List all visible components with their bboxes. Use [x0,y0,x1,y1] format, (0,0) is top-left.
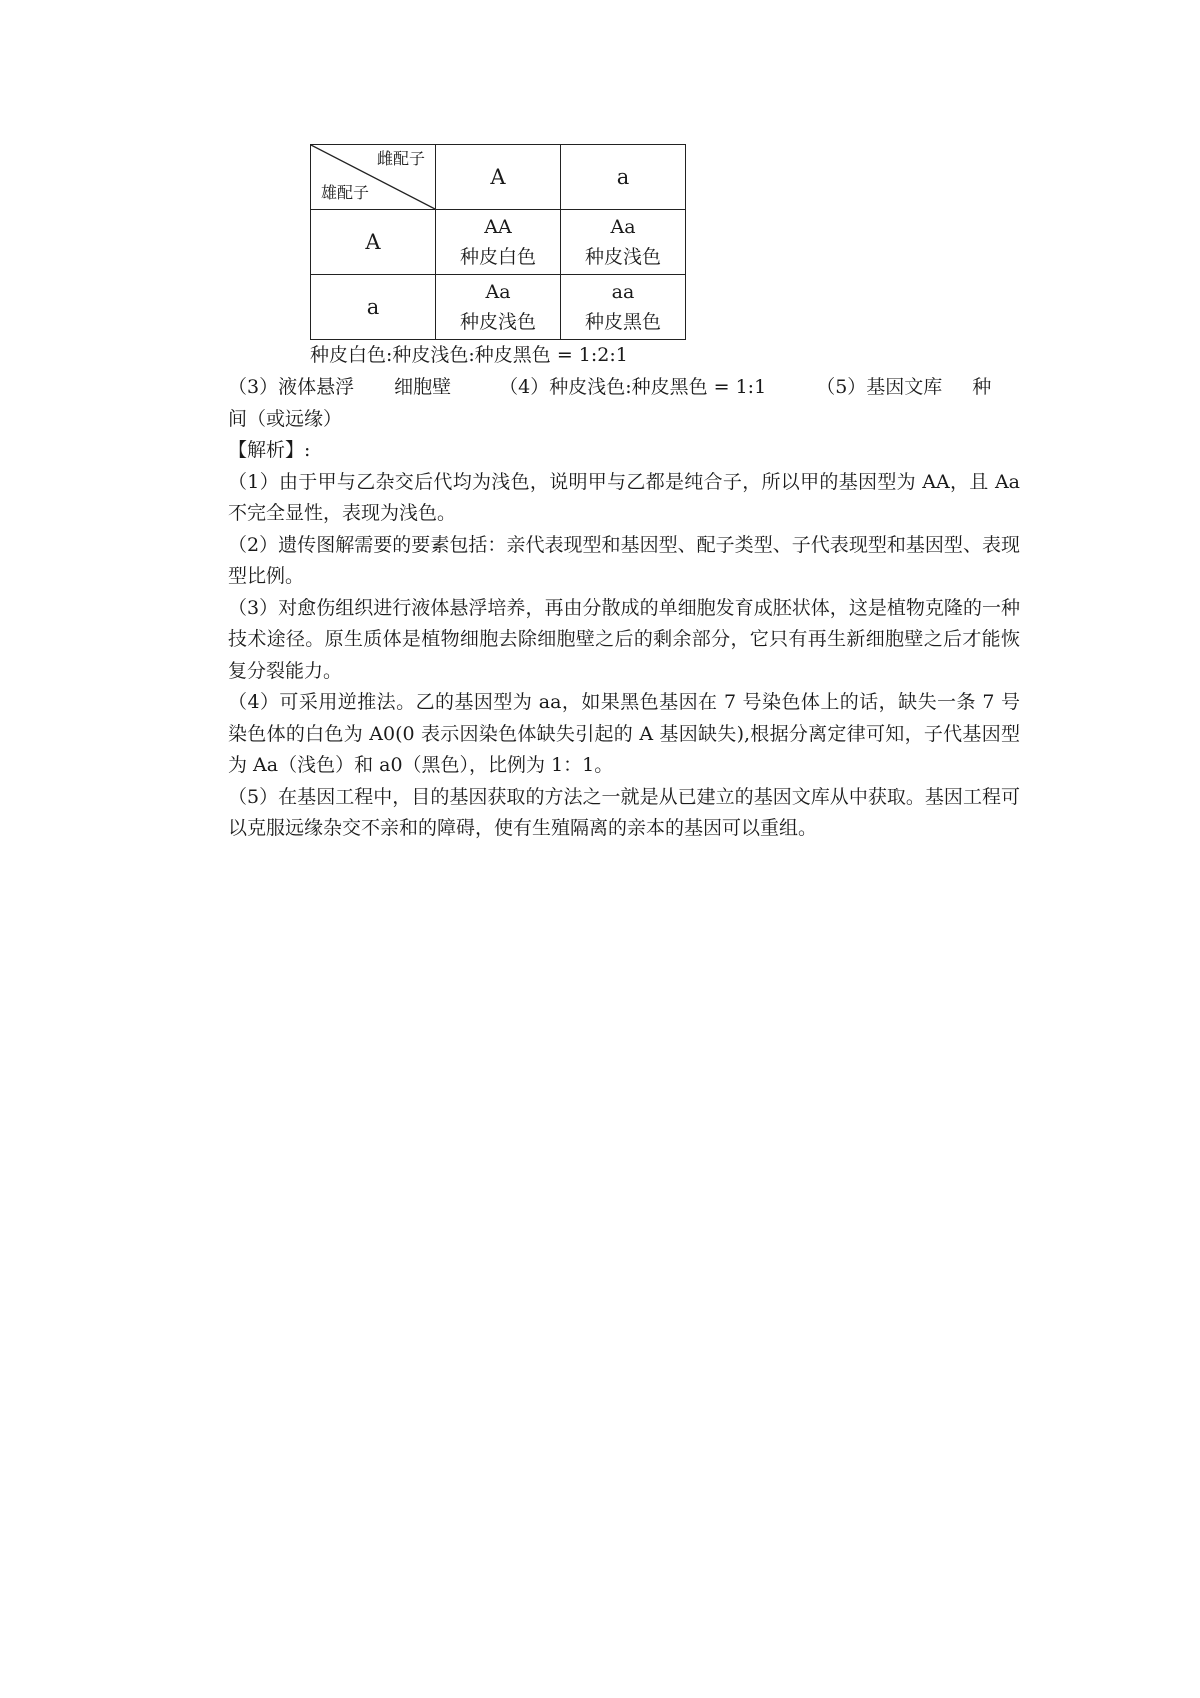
phenotype-text: 种皮浅色 [584,246,661,268]
genotype-text: AA [484,216,512,238]
analysis-paragraph-4: （4）可采用逆推法。乙的基因型为 aa，如果黑色基因在 7 号染色体上的话，缺失一条 7 号染色体的白色为 A0(0 表示因染色体缺失引起的 A 基因缺失),根据分离定律可知，子代基因型为 Aa（浅色）和 a0（黑色），比例为 1：1。 [228,691,1020,776]
table-cell [436,210,561,275]
female-gamete-label: 雌配子 [376,149,425,168]
answer-q5-b-start: 种 [972,376,992,398]
phenotype-ratio-line: 种皮白色:种皮浅色:种皮黑色 = 1:2:1 [310,344,628,366]
analysis-paragraph-1: （1）由于甲与乙杂交后代均为浅色，说明甲与乙都是纯合子，所以甲的基因型为 AA，且 Aa 不完全显性，表现为浅色。 [228,470,1020,524]
answer-q4: （4）种皮浅色:种皮黑色 = 1:1 [499,376,767,398]
answers-line [228,372,1020,404]
genotype-text: Aa [610,216,636,238]
phenotype-text: 种皮浅色 [459,311,536,333]
table-cell [561,210,686,275]
row-header-a: a [311,275,436,340]
analysis-paragraph-3: （3）对愈伤组织进行液体悬浮培养，再由分散成的单细胞发育成胚状体，这是植物克隆的一种技术途径。原生质体是植物细胞去除细胞壁之后的剩余部分，它只有再生新细胞壁之后才能恢复分裂能力。 [228,596,1020,682]
genotype-text: Aa [485,281,511,303]
table-cell [436,275,561,340]
answer-q5-label: （5）基因文库 [816,376,943,398]
table-cell [561,275,686,340]
analysis-heading: 【解析】: [228,439,311,461]
answer-q5-b-end: 间（或远缘） [228,407,343,430]
punnett-square-table [310,144,686,340]
table-corner-cell [311,145,436,210]
analysis-paragraph-2: （2）遗传图解需要的要素包括：亲代表现型和基因型、配子类型、子代表现型和基因型、表现型比例。 [228,533,1020,587]
answer-content [228,372,1020,845]
answer-q3-b: 细胞壁 [394,376,452,398]
phenotype-text: 种皮黑色 [584,311,661,333]
phenotype-text: 种皮白色 [459,246,536,268]
answer-q3-label: （3）液体悬浮 [228,376,355,398]
genotype-text: aa [611,281,635,303]
column-header-a: a [561,145,686,210]
row-header-A: A [311,210,436,275]
male-gamete-label: 雄配子 [321,183,370,202]
column-header-A: A [436,145,561,210]
analysis-paragraph-5: （5）在基因工程中，目的基因获取的方法之一就是从已建立的基因文库从中获取。基因工程可以克服远缘杂交不亲和的障碍，使有生殖隔离的亲本的基因可以重组。 [228,785,1020,839]
